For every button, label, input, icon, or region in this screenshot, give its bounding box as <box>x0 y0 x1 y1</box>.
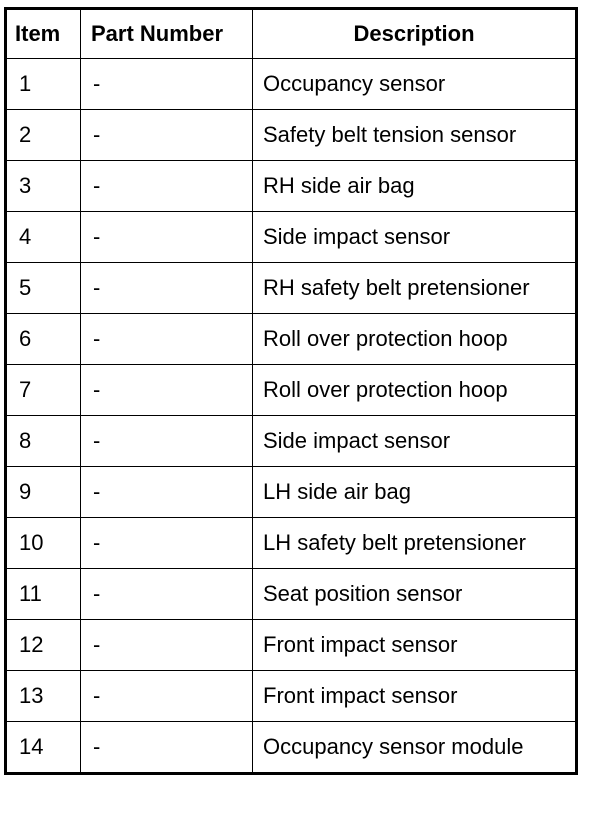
table-row <box>6 365 577 416</box>
table-row <box>6 161 577 212</box>
item-number-cell: 3 <box>6 161 81 212</box>
description-cell: Seat position sensor <box>253 569 577 620</box>
item-number-cell: 4 <box>6 212 81 263</box>
description-cell: Side impact sensor <box>253 212 577 263</box>
table-row <box>6 314 577 365</box>
item-number-cell: 8 <box>6 416 81 467</box>
item-number-cell: 1 <box>6 59 81 110</box>
description-cell: Safety belt tension sensor <box>253 110 577 161</box>
part-number-cell: - <box>81 59 253 110</box>
table-row <box>6 671 577 722</box>
table-header <box>6 9 577 59</box>
table-row <box>6 569 577 620</box>
description-cell: Front impact sensor <box>253 620 577 671</box>
description-cell: Roll over protection hoop <box>253 365 577 416</box>
description-cell: Roll over protection hoop <box>253 314 577 365</box>
table-row <box>6 263 577 314</box>
part-number-cell: - <box>81 365 253 416</box>
table-row <box>6 110 577 161</box>
description-cell: Front impact sensor <box>253 671 577 722</box>
item-number-cell: 6 <box>6 314 81 365</box>
part-number-cell: - <box>81 467 253 518</box>
column-header-description: Description <box>253 9 577 59</box>
item-number-cell: 14 <box>6 722 81 774</box>
table-row <box>6 620 577 671</box>
parts-table <box>4 7 578 775</box>
table-row <box>6 467 577 518</box>
item-number-cell: 13 <box>6 671 81 722</box>
part-number-cell: - <box>81 722 253 774</box>
part-number-cell: - <box>81 620 253 671</box>
table-row <box>6 722 577 774</box>
part-number-cell: - <box>81 212 253 263</box>
table-body <box>6 59 577 774</box>
part-number-cell: - <box>81 110 253 161</box>
part-number-cell: - <box>81 161 253 212</box>
part-number-cell: - <box>81 671 253 722</box>
item-number-cell: 11 <box>6 569 81 620</box>
part-number-cell: - <box>81 314 253 365</box>
item-number-cell: 2 <box>6 110 81 161</box>
item-number-cell: 10 <box>6 518 81 569</box>
description-cell: Occupancy sensor module <box>253 722 577 774</box>
table-row <box>6 59 577 110</box>
part-number-cell: - <box>81 263 253 314</box>
table-row <box>6 518 577 569</box>
description-cell: LH side air bag <box>253 467 577 518</box>
description-cell: RH safety belt pretensioner <box>253 263 577 314</box>
item-number-cell: 5 <box>6 263 81 314</box>
table-row <box>6 416 577 467</box>
header-row <box>6 9 577 59</box>
description-cell: Side impact sensor <box>253 416 577 467</box>
column-header-part-number: Part Number <box>81 9 253 59</box>
description-cell: Occupancy sensor <box>253 59 577 110</box>
table-row <box>6 212 577 263</box>
part-number-cell: - <box>81 518 253 569</box>
column-header-item: Item <box>6 9 81 59</box>
item-number-cell: 12 <box>6 620 81 671</box>
part-number-cell: - <box>81 416 253 467</box>
description-cell: LH safety belt pretensioner <box>253 518 577 569</box>
item-number-cell: 9 <box>6 467 81 518</box>
part-number-cell: - <box>81 569 253 620</box>
description-cell: RH side air bag <box>253 161 577 212</box>
item-number-cell: 7 <box>6 365 81 416</box>
